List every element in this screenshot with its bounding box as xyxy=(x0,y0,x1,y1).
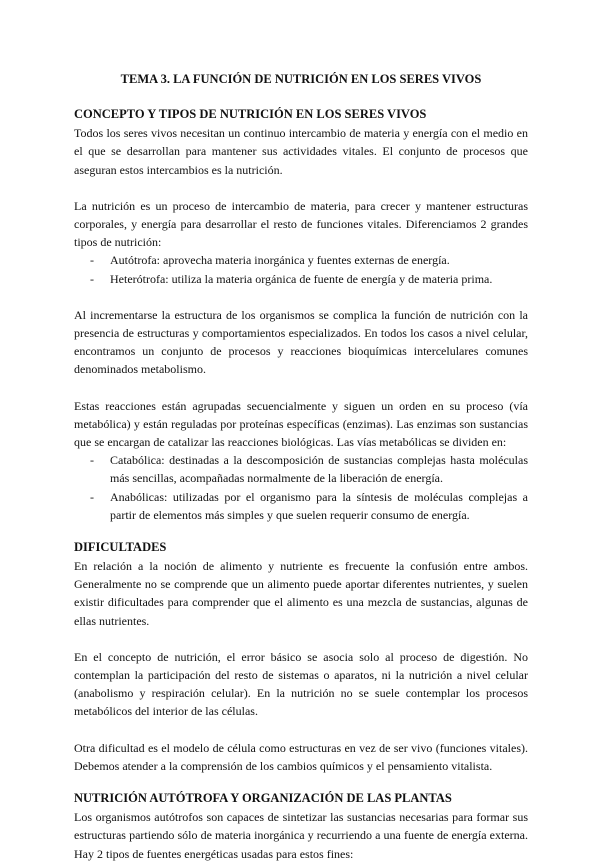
section-dificultades xyxy=(74,538,528,775)
list-item: - Catabólica: destinadas a la descomposición de sustancias complejas hasta moléculas más sencillas, acompañadas normalmente de la liberación de energía. xyxy=(90,451,528,487)
paragraph: Otra dificultad es el modelo de célula como estructuras en vez de ser vivo (funciones vitales). Debemos atender a la comprensión de los cambios químicos y el pensamiento vitalista. xyxy=(74,740,528,773)
list-item: - Heterótrofa: utiliza la materia orgánica de fuente de energía y de materia prima. xyxy=(90,270,528,288)
section-heading: DIFICULTADES xyxy=(74,540,167,555)
section-autotrofa xyxy=(74,789,528,863)
list-item: - Anabólicas: utilizadas por el organismo para la síntesis de moléculas complejas a partir de elementos más simples y que suelen requerir consumo de energía. xyxy=(90,488,528,524)
section-concepto xyxy=(74,105,528,524)
nutrition-types-list xyxy=(74,251,528,287)
metabolic-pathways-list xyxy=(74,451,528,524)
paragraph: En el concepto de nutrición, el error básico se asocia solo al proceso de digestión. No contemplan la participación del resto de sistemas o aparatos, ni la nutrición a nivel celular (anabolismo y respiración celular). En la nutrición no se suele contemplar los procesos metabólicos del interior de las células. xyxy=(74,649,528,719)
paragraph: En relación a la noción de alimento y nutriente es frecuente la confusión entre ambos. Generalmente no se comprende que un alimento puede aportar diferentes nutrientes, y suelen existir dificultades para comprender que el alimento es una mezcla de sustancias, algunas de ellas nutrientes. xyxy=(74,559,528,628)
paragraph: Estas reacciones están agrupadas secuencialmente y siguen un orden en su proceso (vía metabólica) y están reguladas por proteínas específicas (enzimas). Las enzimas son sustancias que se encargan de catalizar las reacciones biológicas. Las vías metabólicas se dividen en: xyxy=(74,398,528,450)
paragraph: Los organismos autótrofos son capaces de sintetizar las sustancias necesarias para formar sus estructuras partiendo sólo de materia inorgánica y recurriendo a una fuente de energía externa. Hay 2 tipos de fuentes energéticas usadas para estos fines: xyxy=(74,810,528,861)
section-heading: CONCEPTO Y TIPOS DE NUTRICIÓN EN LOS SERES VIVOS xyxy=(74,107,427,122)
paragraph: Al incrementarse la estructura de los organismos se complica la función de nutrición con la presencia de estructuras y comportamientos especializados. En todos los casos a nivel celular, encontramos un conjunto de procesos y reacciones bioquímicas intercelulares comunes denominados metabolismo. xyxy=(74,307,528,377)
list-item: - Autótrofa: aprovecha materia inorgánica y fuentes externas de energía. xyxy=(90,251,528,269)
paragraph: La nutrición es un proceso de intercambio de materia, para crecer y mantener estructuras corporales, y energía para desarrollar el resto de funciones vitales. Diferenciamos 2 grandes tipos de nutrición: xyxy=(74,198,528,250)
document-title: TEMA 3. LA FUNCIÓN DE NUTRICIÓN EN LOS SERES VIVOS xyxy=(120,72,482,86)
paragraph: Todos los seres vivos necesitan un continuo intercambio de materia y energía con el medio en el que se desarrollan para mantener sus actividades vitales. El conjunto de procesos que aseguran estos intercambios es la nutrición. xyxy=(74,126,528,177)
section-heading: NUTRICIÓN AUTÓTROFA Y ORGANIZACIÓN DE LAS PLANTAS xyxy=(74,791,452,806)
